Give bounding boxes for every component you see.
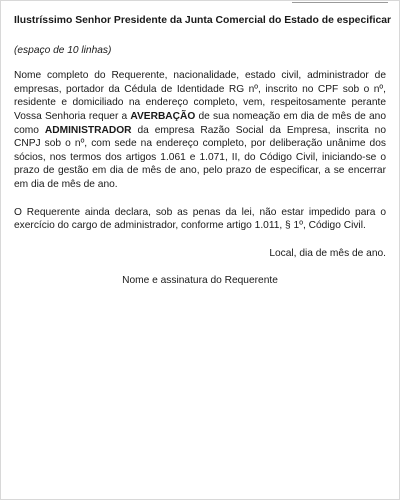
top-right-line	[292, 0, 388, 3]
signature-line: Nome e assinatura do Requerente	[122, 275, 278, 287]
request-text-part1: Nome completo do Requerente, nacionalidade, estado civil, administrador de empresas, portador da Cédula de Identidade RG nº, inscrito no CPF sob o nº, residente e domiciliado na endereço completo, vem, respeitosamente perante Vossa Senhoria requer a	[14, 70, 386, 122]
declaration-paragraph: O Requerente ainda declara, sob as penas da lei, não estar impedido para o exercício do cargo de administrador, conforme artigo 1.011, § 1º, Código Civil.	[14, 206, 386, 232]
request-text-part2: de sua nomeação em dia de mês de ano como	[14, 110, 386, 136]
spacing-note: (espaço de 10 linhas)	[14, 44, 112, 56]
document-body	[14, 14, 392, 288]
place-date: Local, dia de mês de ano.	[269, 247, 386, 259]
request-paragraph	[14, 69, 386, 191]
administrador-keyword: ADMINISTRADOR	[44, 124, 132, 136]
averbacao-keyword: AVERBAÇÃO	[130, 110, 196, 122]
document-title: Ilustríssimo Senhor Presidente da Junta Comercial do Estado de especificar	[14, 15, 392, 26]
request-text-part3: da empresa Razão Social da Empresa, inscrita no CNPJ sob o nº, com sede na endereço completo, por deliberação unânime dos sócios, nos termos dos artigos 1.061 e 1.071, II, do Código Civil, iniciando-se o prazo de gestão em dia de mês de ano, pelo prazo de especificar, a se encerrar em dia de mês de ano.	[14, 124, 386, 190]
